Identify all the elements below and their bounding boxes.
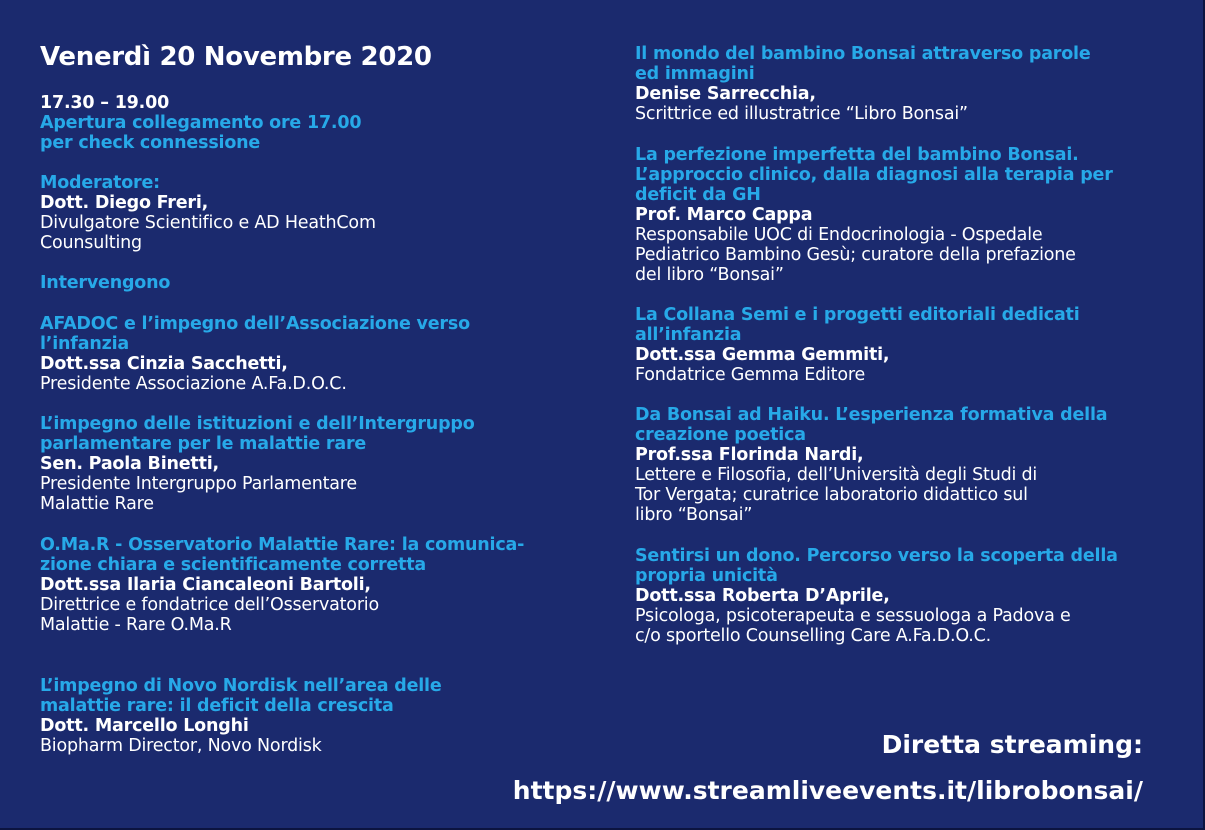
talk-title-line: malattie rare: il deficit della crescita (40, 696, 394, 716)
talk-role-line: Presidente Associazione A.Fa.D.O.C. (40, 374, 347, 394)
talk-title-line: La perfezione imperfetta del bambino Bonsai. (635, 145, 1079, 165)
talk-role-line: Biopharm Director, Novo Nordisk (40, 736, 322, 756)
talk-title-line: l’infanzia (40, 334, 129, 354)
moderator-role-line-2: Counsulting (40, 233, 142, 253)
talk-role-line: del libro “Bonsai” (635, 265, 784, 285)
streaming-label: Diretta streaming: (881, 730, 1143, 759)
talk-role-line: Pediatrico Bambino Gesù; curatore della prefazione (635, 245, 1076, 265)
talk-speaker: Prof. Marco Cappa (635, 205, 813, 225)
talk-title-line: creazione poetica (635, 425, 806, 445)
moderator-label: Moderatore: (40, 173, 160, 193)
talk-title-line: ed immagini (635, 64, 755, 84)
talk-title-line: La Collana Semi e i progetti editoriali dedicati (635, 305, 1080, 325)
talk-afadoc (40, 314, 470, 394)
talk-title-line: deficit da GH (635, 185, 761, 205)
talk-title-line: propria unicità (635, 566, 778, 586)
intervengono-label: Intervengono (40, 273, 171, 293)
talk-role-line: c/o sportello Counselling Care A.Fa.D.O.C. (635, 626, 991, 646)
talk-perfezione-imperfetta (635, 145, 1113, 285)
talk-speaker: Denise Sarrecchia, (635, 84, 816, 104)
talk-role-line: Psicologa, psicoterapeuta e sessuologa a Padova e (635, 606, 1071, 626)
schedule-time: 17.30 – 19.00 (40, 93, 170, 113)
talk-sentirsi-dono (635, 546, 1118, 646)
talk-title-line: L’impegno delle istituzioni e dell’Intergruppo (40, 414, 475, 434)
talk-speaker: Prof.ssa Florinda Nardi, (635, 445, 864, 465)
talk-title-line: Il mondo del bambino Bonsai attraverso parole (635, 44, 1091, 64)
talk-speaker: Dott.ssa Gemma Gemmiti, (635, 345, 890, 365)
streaming-url-link[interactable]: https://www.streamliveevents.it/librobonsai/ (512, 776, 1143, 805)
schedule-opening-line-2: per check connessione (40, 133, 261, 153)
talk-title-line: O.Ma.R - Osservatorio Malattie Rare: la comunica- (40, 535, 525, 555)
talk-role-line: libro “Bonsai” (635, 505, 753, 525)
moderator-role-line-1: Divulgatore Scientifico e AD HeathCom (40, 213, 376, 233)
talk-speaker: Dott.ssa Cinzia Sacchetti, (40, 354, 288, 374)
talk-role-line: Malattie Rare (40, 494, 154, 514)
talk-novo-nordisk (40, 676, 442, 756)
talk-role-line: Tor Vergata; curatrice laboratorio didattico sul (635, 485, 1028, 505)
talk-speaker: Sen. Paola Binetti, (40, 454, 220, 474)
talk-title-line: all’infanzia (635, 325, 742, 345)
talk-role-line: Lettere e Filosofia, dell’Università degli Studi di (635, 465, 1038, 485)
intervengono-heading (40, 273, 170, 293)
talk-role-line: Scrittrice ed illustratrice “Libro Bonsai” (635, 104, 968, 124)
talk-istituzioni (40, 414, 475, 514)
talk-bonsai-haiku (635, 405, 1107, 525)
talk-collana-semi (635, 305, 1080, 385)
event-date: Venerdì 20 Novembre 2020 (40, 42, 432, 72)
talk-speaker: Dott.ssa Roberta D’Aprile, (635, 586, 890, 606)
schedule-opening-line-1: Apertura collegamento ore 17.00 (40, 113, 362, 133)
talk-speaker: Dott.ssa Ilaria Ciancaleoni Bartoli, (40, 575, 371, 595)
talk-title-line: L’impegno di Novo Nordisk nell’area delle (40, 676, 442, 696)
talk-title-line: L’approccio clinico, dalla diagnosi alla terapia per (635, 165, 1113, 185)
moderator-block (40, 173, 376, 253)
talk-role-line: Malattie - Rare O.Ma.R (40, 615, 232, 635)
talk-title-line: parlamentare per le malattie rare (40, 434, 367, 454)
talk-title-line: AFADOC e l’impegno dell’Associazione verso (40, 314, 470, 334)
schedule-block (40, 93, 361, 153)
talk-omar (40, 535, 524, 635)
moderator-name: Dott. Diego Freri, (40, 193, 209, 213)
talk-role-line: Presidente Intergruppo Parlamentare (40, 474, 357, 494)
talk-title-line: Da Bonsai ad Haiku. L’esperienza formativa della (635, 405, 1108, 425)
talk-title-line: Sentirsi un dono. Percorso verso la scoperta della (635, 546, 1118, 566)
talk-role-line: Direttrice e fondatrice dell’Osservatorio (40, 595, 379, 615)
talk-mondo-bonsai (635, 44, 1091, 124)
talk-speaker: Dott. Marcello Longhi (40, 716, 249, 736)
talk-role-line: Responsabile UOC di Endocrinologia - Ospedale (635, 225, 1043, 245)
talk-title-line: zione chiara e scientificamente corretta (40, 555, 426, 575)
talk-role-line: Fondatrice Gemma Editore (635, 365, 866, 385)
